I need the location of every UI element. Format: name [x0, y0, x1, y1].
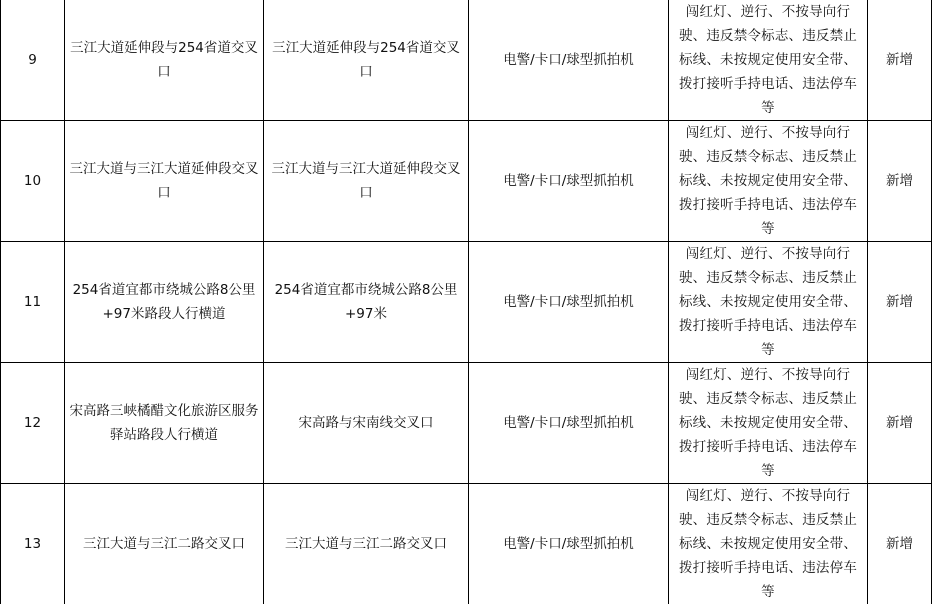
device-type-cell: 电警/卡口/球型抓拍机 — [469, 242, 669, 363]
location-cell: 宋高路三峡橘醋文化旅游区服务驿站路段人行横道 — [65, 363, 264, 484]
violation-types-cell: 闯红灯、逆行、不按导向行驶、违反禁令标志、违反禁止标线、未按规定使用安全带、拨打接听手持电话、违法停车等 — [669, 0, 868, 121]
status-cell: 新增 — [868, 484, 932, 604]
status-cell: 新增 — [868, 121, 932, 242]
violation-types-cell: 闯红灯、逆行、不按导向行驶、违反禁令标志、违反禁止标线、未按规定使用安全带、拨打接听手持电话、违法停车等 — [669, 242, 868, 363]
device-type-cell: 电警/卡口/球型抓拍机 — [469, 484, 669, 604]
violation-types-cell: 闯红灯、逆行、不按导向行驶、违反禁令标志、违反禁止标线、未按规定使用安全带、拨打接听手持电话、违法停车等 — [669, 484, 868, 604]
row-number: 9 — [1, 0, 65, 121]
location-cell: 三江大道与三江大道延伸段交叉口 — [65, 121, 264, 242]
device-location-cell: 三江大道与三江大道延伸段交叉口 — [264, 121, 469, 242]
table-row — [1, 484, 932, 604]
violation-types-cell: 闯红灯、逆行、不按导向行驶、违反禁令标志、违反禁止标线、未按规定使用安全带、拨打接听手持电话、违法停车等 — [669, 363, 868, 484]
device-type-cell: 电警/卡口/球型抓拍机 — [469, 363, 669, 484]
row-number: 11 — [1, 242, 65, 363]
table-row — [1, 121, 932, 242]
location-cell: 三江大道与三江二路交叉口 — [65, 484, 264, 604]
device-type-cell: 电警/卡口/球型抓拍机 — [469, 121, 669, 242]
location-cell: 三江大道延伸段与254省道交叉口 — [65, 0, 264, 121]
table-row — [1, 0, 932, 121]
table-row — [1, 242, 932, 363]
row-number: 12 — [1, 363, 65, 484]
device-location-cell: 三江大道与三江二路交叉口 — [264, 484, 469, 604]
device-type-cell: 电警/卡口/球型抓拍机 — [469, 0, 669, 121]
device-location-cell: 宋高路与宋南线交叉口 — [264, 363, 469, 484]
device-location-cell: 254省道宜都市绕城公路8公里+97米 — [264, 242, 469, 363]
status-cell: 新增 — [868, 363, 932, 484]
status-cell: 新增 — [868, 242, 932, 363]
row-number: 13 — [1, 484, 65, 604]
status-cell: 新增 — [868, 0, 932, 121]
row-number: 10 — [1, 121, 65, 242]
table-row — [1, 363, 932, 484]
violation-types-cell: 闯红灯、逆行、不按导向行驶、违反禁令标志、违反禁止标线、未按规定使用安全带、拨打接听手持电话、违法停车等 — [669, 121, 868, 242]
device-location-cell: 三江大道延伸段与254省道交叉口 — [264, 0, 469, 121]
location-cell: 254省道宜都市绕城公路8公里+97米路段人行横道 — [65, 242, 264, 363]
